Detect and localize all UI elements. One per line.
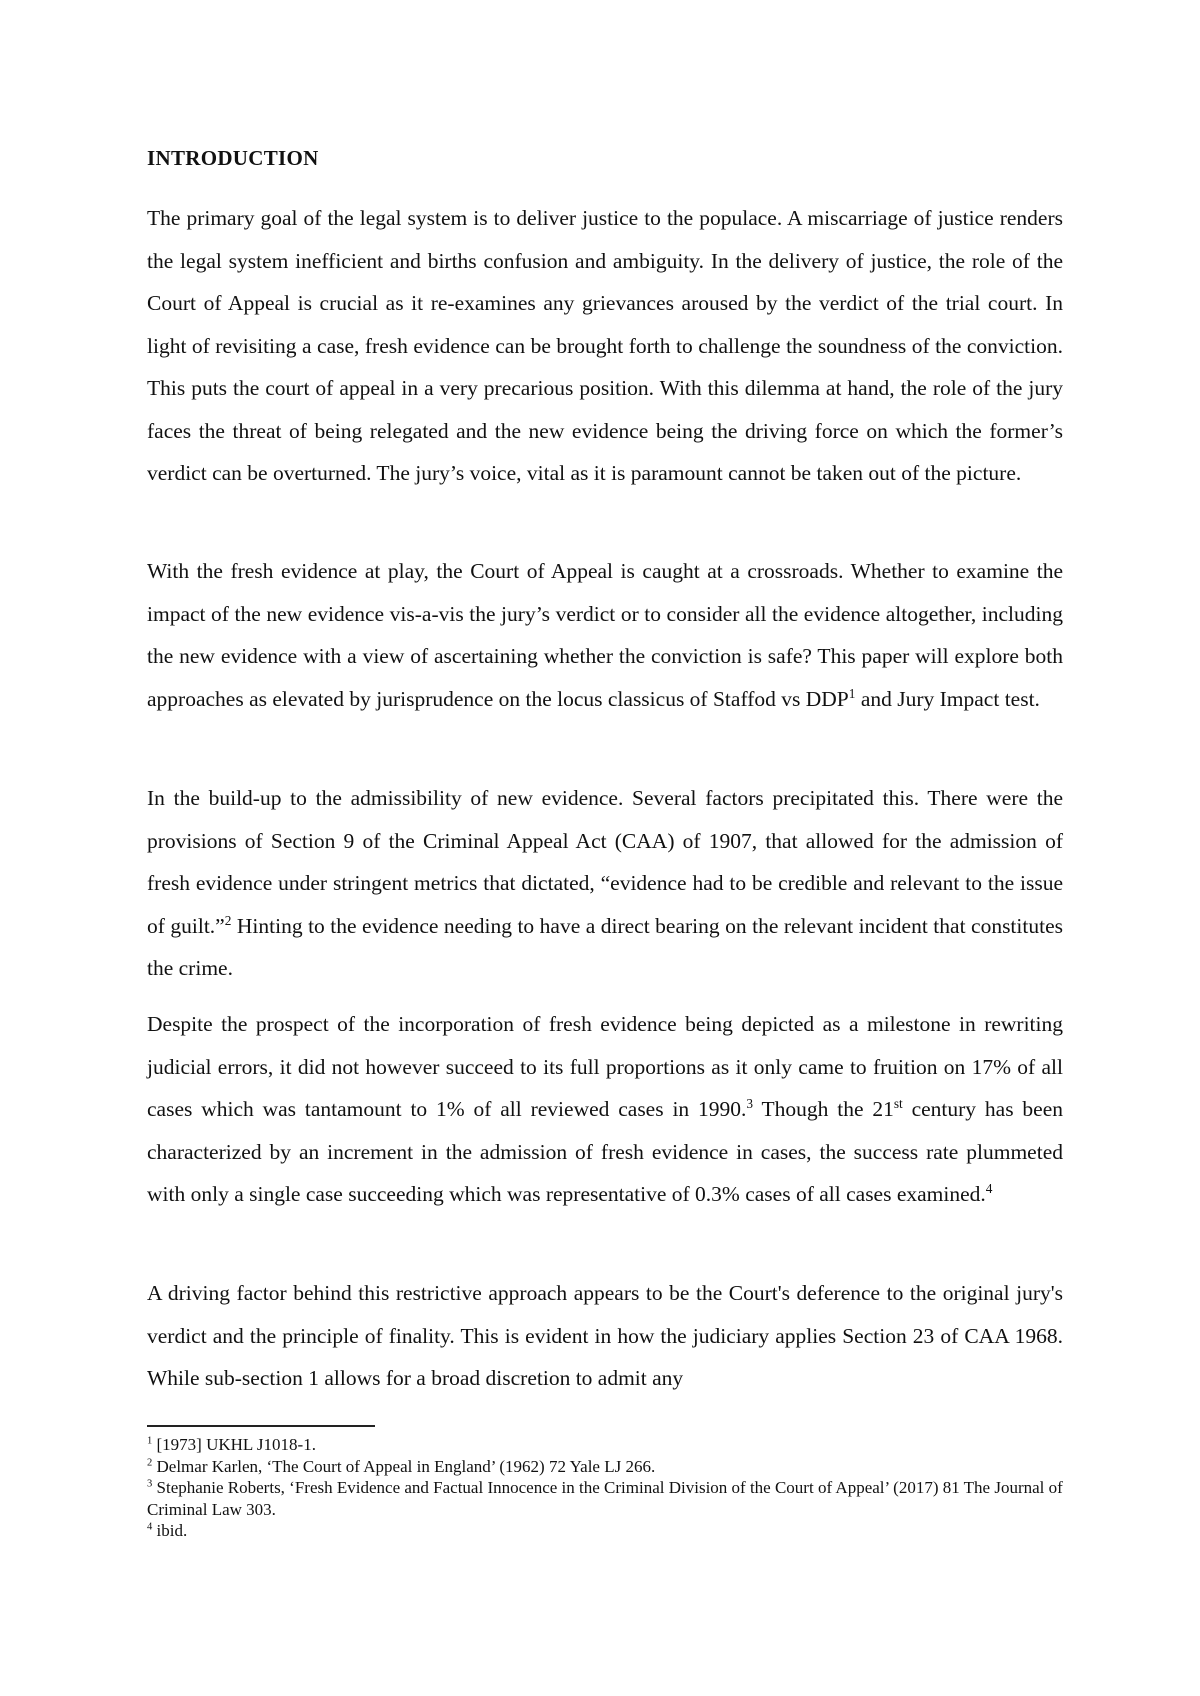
footnote-text: Delmar Karlen, ‘The Court of Appeal in England’ (1962) 72 Yale LJ 266. [152, 1456, 656, 1476]
paragraph-4 [147, 1003, 1063, 1216]
footnote-ref-2: 2 [224, 912, 232, 928]
paragraph-2-text: With the fresh evidence at play, the Court of Appeal is caught at a crossroads. Whether to examine the impact of the new evidence vis-a-vis the jury’s verdict or to consider all the evidence altogether, including the new evidence with a view of ascertaining whether the conviction is safe? This paper will explore both approaches as elevated by jurisprudence on the locus classicus of Staffod vs DDP [147, 559, 1063, 711]
paragraph-4-text-mid: Though the 21 [753, 1097, 894, 1121]
ordinal-suffix: st [893, 1095, 903, 1111]
footnote-number: 1 [147, 1435, 153, 1447]
paragraph-2-text-end: and Jury Impact test. [855, 686, 1040, 711]
paragraph-5: A driving factor behind this restrictive approach appears to be the Court's deference to the original jury's verdict and the principle of finality. This is evident in how the judiciary applies Section 23 of CAA 1968. While sub-section 1 allows for a broad discretion to admit any [147, 1281, 1063, 1390]
paragraph-3-text-end: Hinting to the evidence needing to have a direct bearing on the relevant incident that constitutes the crime. [147, 913, 1063, 980]
footnote-divider [147, 1425, 375, 1427]
footnote-ref-3: 3 [746, 1095, 754, 1111]
footnote-number: 3 [147, 1478, 153, 1490]
footnotes [147, 1434, 1063, 1542]
footnote-text: [1973] UKHL J1018-1. [152, 1435, 316, 1454]
footnote-4 [147, 1520, 1063, 1542]
footnote-ref-1: 1 [848, 685, 856, 701]
paragraph-2 [147, 550, 1063, 720]
footnote-number: 4 [147, 1521, 153, 1533]
footnote-text: ibid. [152, 1521, 188, 1540]
paragraph-3 [147, 777, 1063, 990]
paragraph-4-text-end: century has been characterized by an increment in the admission of fresh evidence in cases, the success rate plummeted with only a single case succeeding which was representative of 0.3% cases of all cases examined. [147, 1097, 1063, 1206]
footnote-text: Stephanie Roberts, ‘Fresh Evidence and Factual Innocence in the Criminal Division of the Court of Appeal’ (2017) 81 The Journal of Criminal Law 303. [147, 1478, 1063, 1519]
paragraph-3-text: In the build-up to the admissibility of new evidence. Several factors precipitated this. There were the provisions of Section 9 of the Criminal Appeal Act (CAA) of 1907, that allowed for the admission of fresh evidence under stringent metrics that dictated, “evidence had to be credible and relevant to the issue of guilt.” [147, 786, 1063, 938]
section-heading: INTRODUCTION [147, 146, 319, 170]
paragraph-1: The primary goal of the legal system is to deliver justice to the populace. A miscarriage of justice renders the legal system inefficient and births confusion and ambiguity. In the delivery of justice, the role of the Court of Appeal is crucial as it re-examines any grievances aroused by the verdict of the trial court. In light of revisiting a case, fresh evidence can be brought forth to challenge the soundness of the conviction. This puts the court of appeal in a very precarious position. With this dilemma at hand, the role of the jury faces the threat of being relegated and the new evidence being the driving force on which the former’s verdict can be overturned. The jury’s voice, vital as it is paramount cannot be taken out of the picture. [147, 206, 1063, 485]
footnote-3 [147, 1477, 1063, 1520]
footnote-number: 2 [147, 1456, 153, 1468]
footnote-2 [147, 1456, 1063, 1478]
footnote-ref-4: 4 [985, 1180, 993, 1196]
footnote-1 [147, 1434, 1063, 1456]
paragraph-4-text: Despite the prospect of the incorporation of fresh evidence being depicted as a milestone in rewriting judicial errors, it did not however succeed to its full proportions as it only came to fruition on 17% of all cases which was tantamount to 1% of all reviewed cases in 1990. [147, 1012, 1063, 1121]
